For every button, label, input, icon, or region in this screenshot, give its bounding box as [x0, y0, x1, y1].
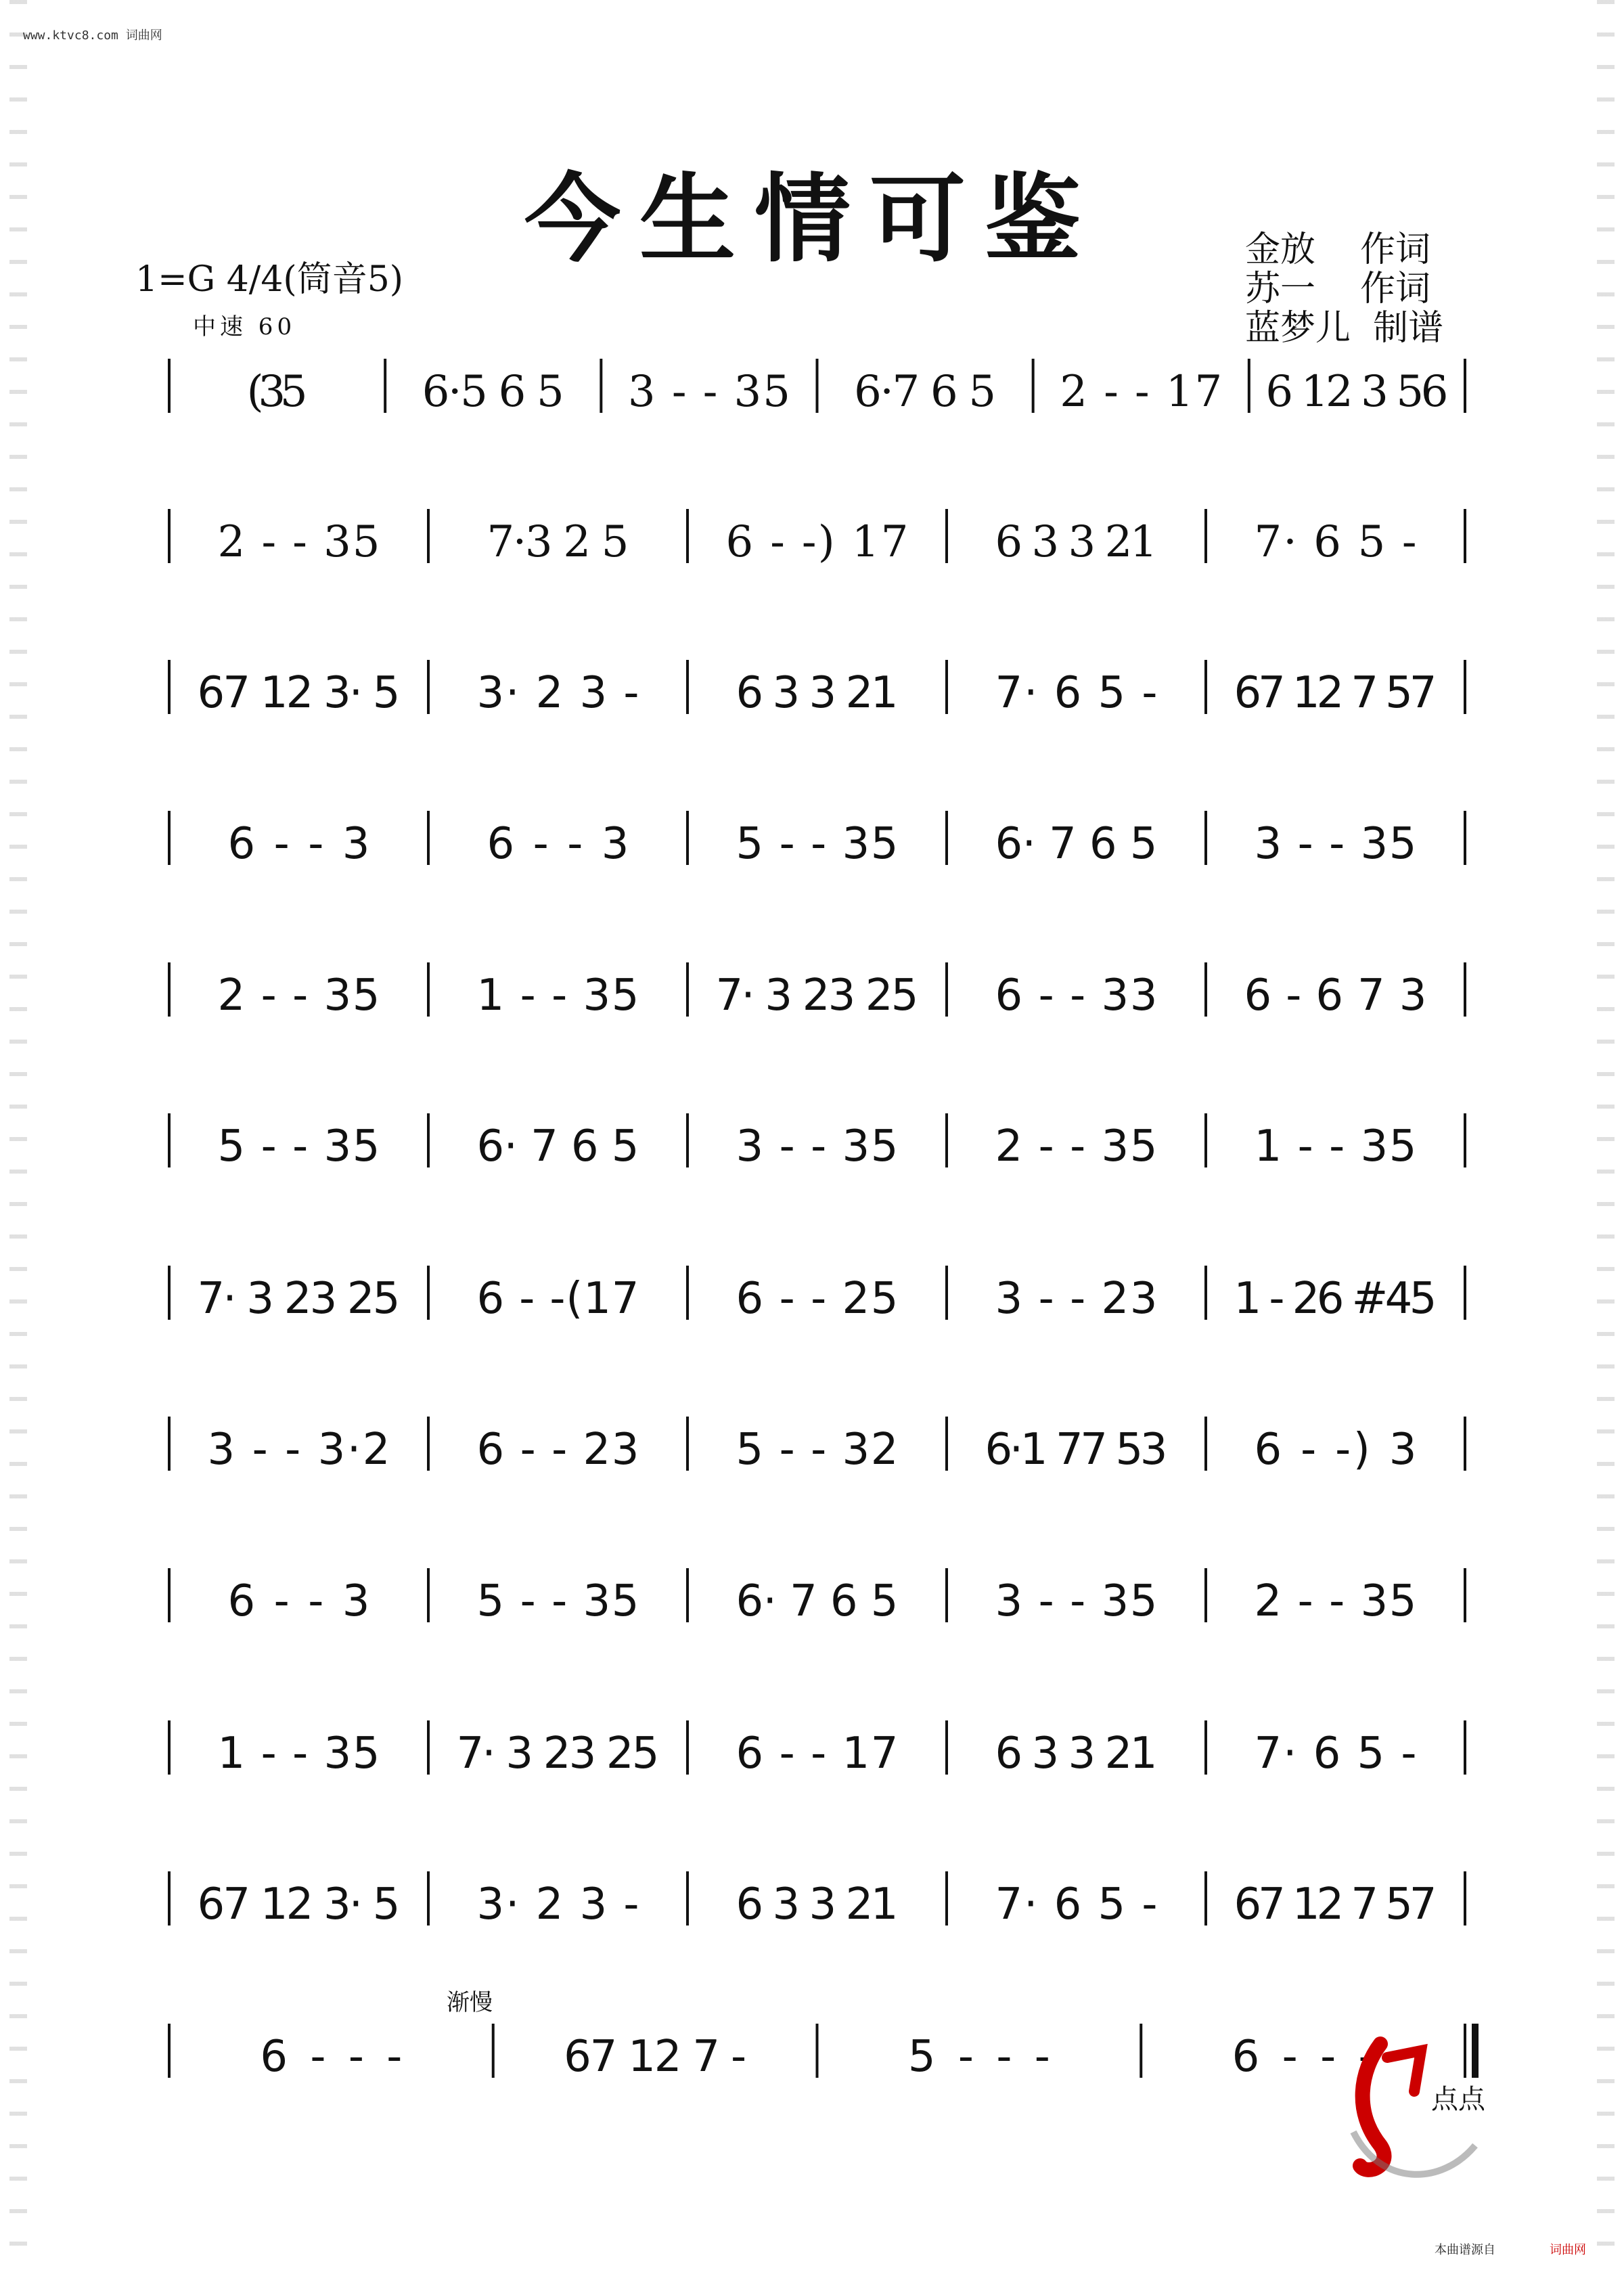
measure-1-1: (35 — [246, 367, 308, 417]
tempo-marking: 中速 60 — [193, 313, 296, 340]
measure-1-5: 2 - - 17 — [1060, 367, 1223, 417]
measure-9-3: 6· 7 6 5 — [736, 1576, 899, 1626]
measure-3-3: 6 3 3 21 — [736, 668, 899, 718]
credit-arranger: 蓝梦儿 制谱 — [1245, 308, 1444, 349]
measure-3-4: 7· 6 5 - — [995, 668, 1158, 718]
footer-source: 本曲谱源自 — [1435, 2243, 1495, 2257]
measure-4-5: 3 - - 35 — [1254, 819, 1417, 869]
page-title: 今生情可鉴 — [524, 164, 1100, 275]
measure-6-5: 1 - - 35 — [1254, 1121, 1417, 1172]
measure-12-4: 6 - - - — [1232, 2032, 1374, 2082]
key-signature: 1=G 4/4(筒音5) — [135, 259, 404, 300]
measure-5-2: 1 - - 35 — [476, 971, 639, 1021]
measure-8-3: 5 - - 32 — [736, 1425, 899, 1475]
measure-3-1: 67 12 3· 5 — [197, 668, 401, 718]
measure-12-2: 67 12 7 - — [564, 2032, 747, 2082]
measure-9-2: 5 - - 35 — [476, 1576, 639, 1626]
measure-4-4: 6· 7 6 5 — [995, 819, 1158, 869]
measure-10-2: 7· 3 23 25 — [456, 1729, 660, 1779]
measure-3-2: 3· 2 3 - — [476, 668, 639, 718]
measure-2-1: 2 - - 35 — [217, 517, 380, 567]
measure-2-5: 7· 6 5 - — [1254, 517, 1417, 567]
tempo-change-label: 渐慢 — [447, 1989, 493, 2016]
measure-6-3: 3 - - 35 — [736, 1121, 899, 1172]
measure-2-4: 6 3 3 21 — [995, 517, 1158, 567]
measure-6-4: 2 - - 35 — [995, 1121, 1158, 1172]
measure-7-4: 3 - - 23 — [995, 1274, 1158, 1324]
measure-3-5: 67 12 7 57 — [1234, 668, 1437, 718]
footer-site: 词曲网 — [1550, 2243, 1586, 2257]
measure-8-2: 6 - - 23 — [476, 1425, 639, 1475]
measure-11-4: 7· 6 5 - — [995, 1879, 1158, 1930]
measure-9-1: 6 - - 3 — [227, 1576, 370, 1626]
measure-5-3: 7· 3 23 25 — [715, 971, 919, 1021]
measure-8-1: 3 - - 3·2 — [207, 1425, 390, 1475]
credit-lyricist-2: 苏一 作词 — [1245, 269, 1431, 309]
measure-4-3: 5 - - 35 — [736, 819, 899, 869]
seal-text-1: 点点 — [1431, 2084, 1485, 2115]
measure-7-1: 7· 3 23 25 — [197, 1274, 401, 1324]
measure-6-1: 5 - - 35 — [217, 1121, 380, 1172]
measure-1-3: 3 - - 35 — [627, 367, 790, 417]
measure-11-5: 67 12 7 57 — [1234, 1879, 1437, 1930]
measure-10-4: 6 3 3 21 — [995, 1729, 1158, 1779]
seal-logo — [1340, 2030, 1495, 2186]
measure-4-1: 6 - - 3 — [227, 819, 370, 869]
measure-7-2: 6 - -(17 — [476, 1274, 639, 1324]
measure-9-4: 3 - - 35 — [995, 1576, 1158, 1626]
measure-1-6: 6 12 3 56 — [1265, 367, 1449, 417]
measure-11-3: 6 3 3 21 — [736, 1879, 899, 1930]
credit-lyricist-1: 金放 作词 — [1245, 229, 1431, 270]
measure-12-3: 5 - - - — [907, 2032, 1050, 2082]
measure-7-5: 1 - 26 #45 — [1234, 1274, 1437, 1324]
measure-8-4: 6·1 77 53 — [985, 1425, 1168, 1475]
measure-7-3: 6 - - 25 — [736, 1274, 899, 1324]
measure-1-4: 6·7 6 5 — [854, 367, 997, 417]
measure-11-1: 67 12 3· 5 — [197, 1879, 401, 1930]
measure-2-3: 6 - -) 17 — [725, 517, 909, 567]
measure-10-3: 6 - - 17 — [736, 1729, 899, 1779]
measure-8-5: 6 - -) 3 — [1254, 1425, 1417, 1475]
measure-11-2: 3· 2 3 - — [476, 1879, 639, 1930]
measure-12-1: 6 - - - — [260, 2032, 403, 2082]
measure-2-2: 7·3 2 5 — [487, 517, 629, 567]
measure-10-1: 1 - - 35 — [217, 1729, 380, 1779]
measure-10-5: 7· 6 5 - — [1254, 1729, 1417, 1779]
measure-5-1: 2 - - 35 — [217, 971, 380, 1021]
measure-5-4: 6 - - 33 — [995, 971, 1158, 1021]
measure-1-2: 6·5 6 5 — [422, 367, 564, 417]
measure-6-2: 6· 7 6 5 — [476, 1121, 639, 1172]
measure-4-2: 6 - - 3 — [487, 819, 629, 869]
site-watermark: www.ktvc8.com 词曲网 — [23, 28, 162, 43]
measure-5-5: 6 - 6 7 3 — [1244, 971, 1427, 1021]
measure-9-5: 2 - - 35 — [1254, 1576, 1417, 1626]
